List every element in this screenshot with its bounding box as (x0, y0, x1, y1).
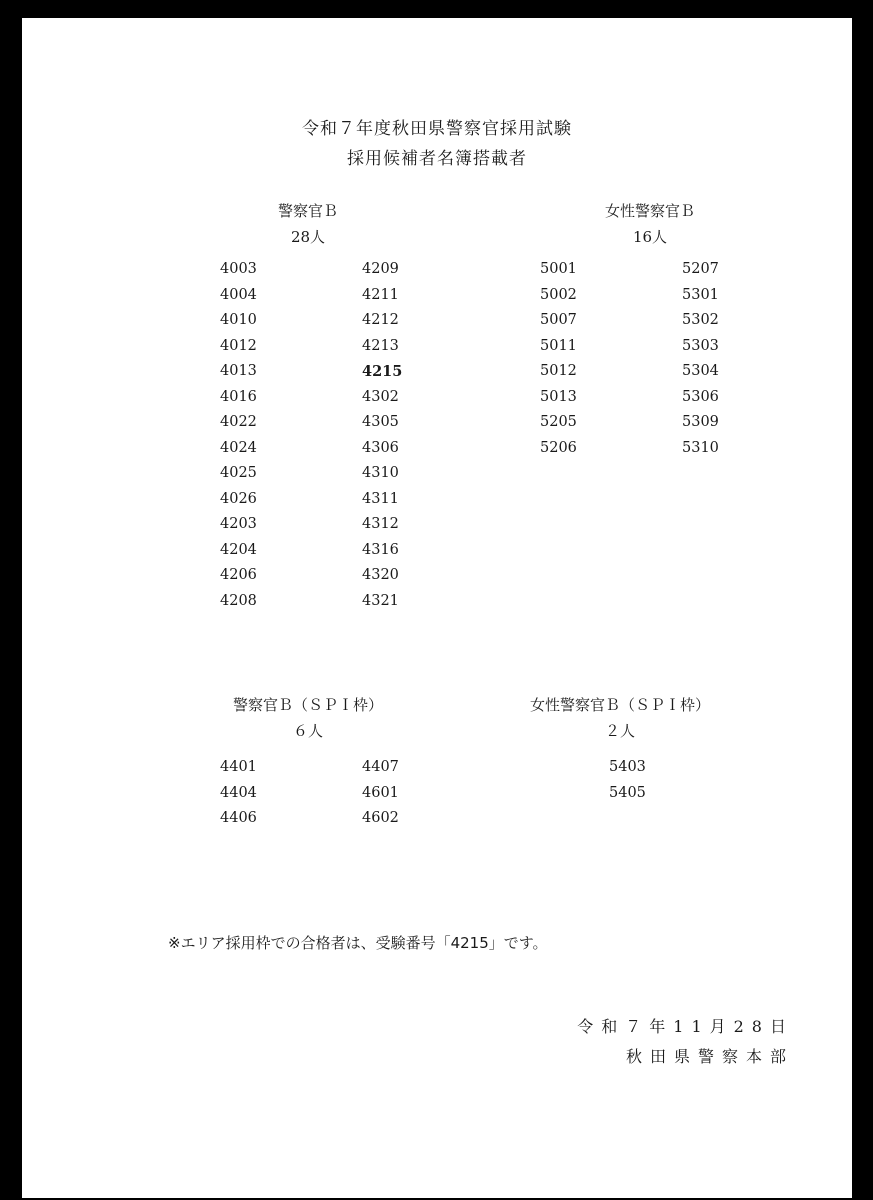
exam-number: 4211 (362, 286, 399, 303)
section-count-male-b-spi: ６人 (292, 722, 323, 740)
exam-number: 5011 (540, 337, 577, 354)
exam-number: 5001 (540, 261, 577, 277)
exam-number: 4003 (220, 261, 257, 277)
exam-number: 5309 (682, 414, 719, 430)
exam-number: 4206 (220, 567, 257, 583)
number-column-female-b-spi-1 (609, 755, 669, 806)
exam-number: 4010 (220, 312, 257, 328)
exam-number: 4208 (220, 592, 257, 609)
exam-number: 5012 (540, 363, 577, 379)
section-count-female-b: 16人 (632, 228, 668, 246)
section-heading-female-b-spi: 女性警察官Ｂ（ＳＰＩ枠） (529, 696, 710, 714)
exam-number: 5403 (609, 759, 646, 775)
section-count-female-b-spi: ２人 (604, 722, 635, 740)
exam-number: 5304 (682, 363, 719, 379)
section-heading-male-b-spi: 警察官Ｂ（ＳＰＩ枠） (232, 696, 383, 714)
exam-number: 4204 (220, 541, 257, 558)
exam-number: 4212 (362, 312, 399, 328)
exam-number: 5310 (682, 439, 719, 456)
exam-number: 4310 (362, 465, 399, 481)
exam-number: 4407 (362, 759, 399, 775)
exam-number: 4025 (220, 465, 257, 481)
number-column-female-b-2 (682, 257, 742, 461)
section-heading-female-b: 女性警察官Ｂ (604, 202, 695, 220)
exam-number: 5205 (540, 414, 577, 430)
exam-number: 4406 (220, 810, 257, 826)
exam-number: 4320 (362, 567, 399, 583)
exam-number: 5002 (540, 286, 577, 303)
number-column-male-b-spi-1 (220, 755, 280, 832)
exam-number: 4213 (362, 337, 399, 354)
exam-number: 4311 (362, 490, 399, 507)
exam-number: 4209 (362, 261, 399, 277)
document-page (22, 18, 852, 1198)
exam-number: 4016 (220, 388, 257, 405)
document-title-line2: 採用候補者名簿搭載者 (347, 149, 527, 169)
document-title-line1: 令和７年度秋田県警察官採用試験 (302, 119, 572, 139)
exam-number: 4022 (220, 414, 257, 430)
exam-number: 5207 (682, 261, 719, 277)
exam-number: 4203 (220, 516, 257, 532)
exam-number: 4013 (220, 363, 257, 379)
issue-date: 令和７年11月28日 (577, 1017, 794, 1036)
exam-number: 5303 (682, 337, 719, 354)
number-column-male-b-2 (362, 257, 422, 614)
exam-number: 4401 (220, 759, 257, 775)
exam-number: 5206 (540, 439, 577, 456)
exam-number: 4306 (362, 439, 399, 456)
section-heading-male-b: 警察官Ｂ (277, 202, 338, 220)
exam-number: 4312 (362, 516, 399, 532)
exam-number: 4321 (362, 592, 399, 609)
exam-number: 4404 (220, 784, 257, 801)
exam-number: 4316 (362, 541, 399, 558)
exam-number: 4601 (362, 784, 399, 801)
exam-number: 4305 (362, 414, 399, 430)
issuer-name: 秋田県警察本部 (625, 1047, 794, 1066)
number-column-female-b-1 (540, 257, 600, 461)
exam-number: 4215 (362, 363, 403, 380)
area-recruitment-note: ※エリア採用枠での合格者は、受験番号「4215」です。 (168, 934, 548, 952)
exam-number: 4602 (362, 810, 399, 826)
exam-number: 5013 (540, 388, 577, 405)
exam-number: 5007 (540, 312, 577, 328)
exam-number: 4026 (220, 490, 257, 507)
exam-number: 5302 (682, 312, 719, 328)
number-column-male-b-spi-2 (362, 755, 422, 832)
exam-number: 4024 (220, 439, 257, 456)
exam-number: 4302 (362, 388, 399, 405)
exam-number: 4004 (220, 286, 257, 303)
number-column-male-b-1 (220, 257, 280, 614)
section-count-male-b: 28人 (290, 228, 326, 246)
exam-number: 5301 (682, 286, 719, 303)
exam-number: 5306 (682, 388, 719, 405)
exam-number: 4012 (220, 337, 257, 354)
exam-number: 5405 (609, 784, 646, 801)
